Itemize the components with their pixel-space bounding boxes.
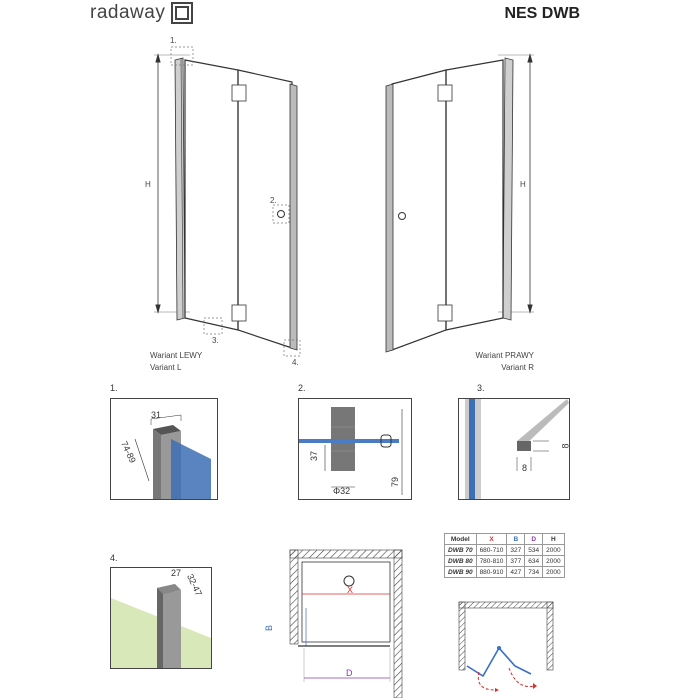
detail-3-dim-b: 8 [522,463,528,473]
table-header-model: Model [445,534,477,545]
door-left-variant [154,47,300,356]
callout-3: 3. [212,336,219,345]
variant-right-caption [470,350,534,374]
detail-1-box [110,398,218,500]
table-row [445,567,565,578]
detail-2-box [298,398,412,500]
callout-1: 1. [170,36,177,45]
table-cell: 880-910 [476,567,507,578]
table-cell: 327 [507,545,525,556]
detail-4-label: 4. [110,553,118,563]
table-cell: 2000 [543,545,564,556]
detail-3-drawing [459,399,569,499]
detail-4-box [110,567,212,669]
table-cell: DWB 80 [445,556,477,567]
spec-table [444,533,565,578]
table-header-d: D [525,534,543,545]
detail-3-box [458,398,570,500]
product-title: NES DWB [504,5,580,22]
detail-2-label: 2. [298,383,306,393]
table-header-h: H [543,534,564,545]
detail-2-dim-37: 37 [309,450,320,462]
table-cell: 680-710 [476,545,507,556]
table-cell: DWB 70 [445,545,477,556]
detail-1-label: 1. [110,383,118,393]
callout-4: 4. [292,358,299,367]
table-cell: DWB 90 [445,567,477,578]
detail-1-dim-side: 74-89 [119,439,138,465]
table-cell: 534 [525,545,543,556]
table-cell: 734 [525,567,543,578]
detail-4-dim-b: 32-47 [185,572,204,598]
plan-x-label: X [347,585,354,595]
plan-d-label: D [346,668,353,678]
table-cell: 780-810 [476,556,507,567]
table-header-x: X [476,534,507,545]
table-cell: 634 [525,556,543,567]
plan-b-label: B [264,624,275,632]
table-header-row [445,534,565,545]
callout-2: 2. [270,196,277,205]
table-cell: 2000 [543,567,564,578]
brand-name: radaway [90,2,166,23]
detail-2-dim-79: 79 [390,476,401,488]
table-cell: 427 [507,567,525,578]
table-header-b: B [507,534,525,545]
height-label-left: H [145,180,151,189]
variant-left-pl: Wariant LEWY [150,351,203,360]
detail-3-label: 3. [477,383,485,393]
door-right-variant [386,55,534,352]
detail-2-dim-phi: Φ32 [333,486,351,496]
floor-plan-drawing [262,548,412,698]
detail-1-dim-top: 31 [151,410,162,420]
variant-right-pl: Wariant PRAWY [475,351,534,360]
table-row [445,545,565,556]
opening-diagram [455,598,565,698]
variant-left-caption [150,350,202,374]
table-cell: 377 [507,556,525,567]
variant-right-en: Variant R [501,363,534,372]
height-label-right: H [520,180,526,189]
detail-3-dim-a: 8 [560,443,571,449]
table-row [445,556,565,567]
table-cell: 2000 [543,556,564,567]
variant-left-en: Variant L [150,363,182,372]
detail-4-dim-a: 27 [171,568,182,578]
